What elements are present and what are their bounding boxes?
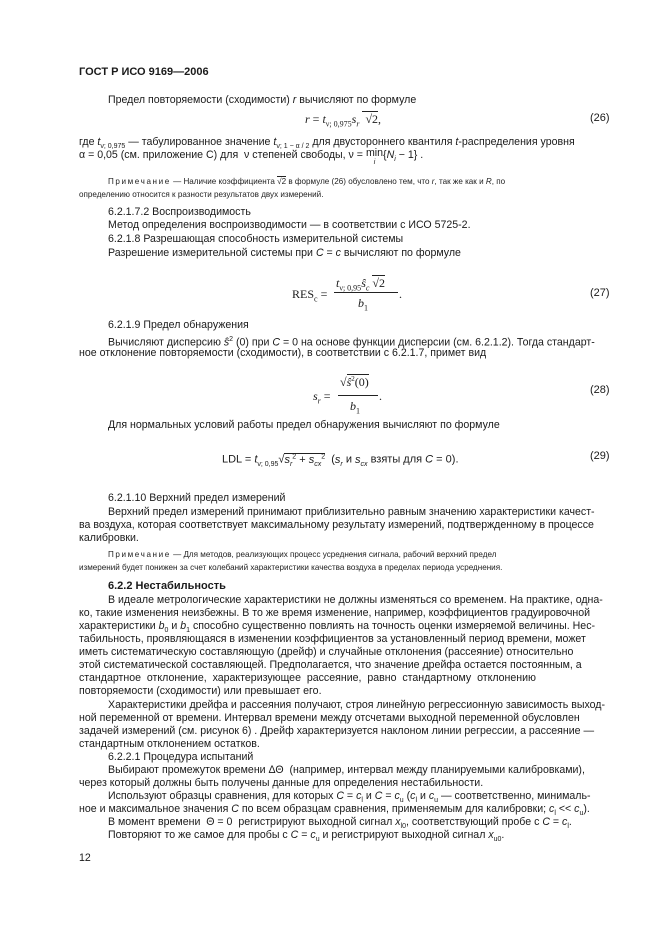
section-6-2-1-7-2-title: 6.2.1.7.2 Воспроизводимость [108,206,251,218]
section-6-2-2-1-title: 6.2.2.1 Процедура испытаний [108,751,254,763]
section-6-2-2-p1-l5: иметь систематическую составляющую (дрейф) и случайные отклонения (рассеяние) относительно [79,646,574,658]
equation-26-number: (26) [590,112,610,124]
where-clause-line1: где $t_{\nu; 0,975}$ — табулированное значение $t_{\nu; 1 - \alpha / 2}$ для двустороннего квантиля t-распределения уровня [79,136,575,151]
section-6-2-2-p1-l4: табильность, проявляющаяся в изменении коэффициентов за установленный период времени, может [79,633,586,645]
equation-27-fraction-bar [334,292,398,293]
section-6-2-2-p1-l7: стандартное отклонение, характеризующее рассеяние, равно стандартному отклонению [79,672,536,684]
equation-27-numerator: $t_{\nu; 0,95}ŝ_c$ √2 [336,276,386,293]
equation-29: LDL = $t_{\nu; 0,95}√s_r^2 + s_{cx}^2$ ($s_r$ и $s_{cx}$ взяты для C = 0). [222,453,459,468]
equation-27-number: (27) [590,287,610,299]
page-number: 12 [79,852,91,864]
equation-28-numerator: $√ŝ^2(0)$ [340,375,369,389]
section-6-2-2-1-p1-l2: через который должны быть получены данные для определения нестабильности. [79,777,484,789]
section-6-2-1-10-line1: Верхний предел измерений принимают приблизительно равным значению характеристики качест- [108,506,595,518]
section-6-2-2-p1-l6: этой систематической составляющей. Предполагается, что значение дрейфа остается постоянным, а [79,659,582,671]
note-1-line2: определению относится к разности результатов двух измерений. [79,190,324,199]
ldl-intro: Для нормальных условий работы предел обнаружения вычисляют по формуле [108,419,500,431]
equation-29-number: (29) [590,450,610,462]
note-2-line1: Примечание — Для методов, реализующих процесс усреднения сигнала, рабочий верхний предел [108,550,497,559]
equation-28-denominator: $b_1$ [350,399,360,416]
section-6-2-2-p2-l1: Характеристики дрейфа и рассеяния получают, строя линейную регрессионную зависимость выход- [108,699,606,711]
section-6-2-2-p1-l2: ко, такие изменения неизбежны. В то же время изменение, например, коэффициентов градуировочной [79,607,591,619]
note-2-line2: измерений будет понижен за счет колебаний характеристики качества воздуха в пределах периода усреднения. [79,563,503,572]
note-1-line1: Примечание — Наличие коэффициента √2 в формуле (26) обусловлено тем, что r, так же как и R, по [108,177,506,186]
section-6-2-2-p1-l1: В идеале метрологические характеристики не должны изменяться со временем. На практике, одна- [108,594,603,606]
section-6-2-1-9-line2: ное отклонение повторяемости (сходимости), в соответствии с 6.2.1.7, примет вид [79,347,487,359]
equation-28-number: (28) [590,384,610,396]
page-header: ГОСТ Р ИСО 9169—2006 [79,66,209,78]
section-6-2-1-7-2-text: Метод определения воспроизводимости — в соответствии с ИСО 5725-2. [108,219,471,231]
section-6-2-2-title: 6.2.2 Нестабильность [108,580,226,592]
section-6-2-2-1-p1-l1: Выбирают промежуток времени ΔΘ (например, интервал между планируемыми калибровками), [108,764,585,776]
section-6-2-1-10-line3: калибровки. [79,532,139,544]
where-clause-line2: α = 0,05 (см. приложение С) для ν степеней свободы, ν = min $i\{N_i - 1\}$ . [79,147,424,166]
section-6-2-2-1-p2-l1: Используют образцы сравнения, для которых $C = c_l$ и $C = c_u$ ($c_l$ и $c_u$ — соответственно, минималь- [108,790,591,805]
equation-27-period: . [399,287,402,301]
section-6-2-2-1-p4: Повторяют то же самое для пробы с $C = c_u$ и регистрируют выходной сигнал $x_{u0}$. [108,829,505,844]
section-6-2-1-10-title: 6.2.1.10 Верхний предел измерений [108,492,286,504]
section-6-2-2-p1-l8: повторяемости (сходимости) или превышает его. [79,685,322,697]
section-6-2-1-10-line2: ва воздуха, которая соответствует максимальному результату измерений, подтвержденному в процессе [79,519,594,531]
equation-27-lhs: $RES_c$ = [292,287,328,304]
repeatability-intro: Предел повторяемости (сходимости) r вычисляют по формуле [108,94,417,106]
section-6-2-2-1-p2-l2: ное и максимальное значения C по всем образцам сравнения, применяемым для калибровки; $c_l << c_u$). [79,803,590,818]
equation-27-denominator: $b_1$ [358,296,368,313]
section-6-2-2-1-p3: В момент времени Θ = 0 регистрируют выходной сигнал $x_{l0}$, соответствующий пробе с $C = c_l$. [108,816,572,831]
equation-28-lhs: $s_r$ = [313,389,331,406]
section-6-2-2-p2-l3: задачей измерений (см. рисунок 6) . Дрейф характеризуется наклоном линии регрессии, а рассеяние — [79,725,595,737]
section-6-2-2-p2-l2: ной переменной от времени. Интервал времени между отсчетами выходной переменной обусловлен [79,712,580,724]
section-6-2-2-p1-l3: характеристики $b_0$ и $b_1$ способно существенно повлиять на точность оценки измеряемой величины. Нес- [79,620,596,635]
equation-28-fraction-bar [338,395,378,396]
section-6-2-2-p2-l4: стандартным отклонением остатков. [79,738,260,750]
equation-26: $r = t_{\nu; 0,975}s_r$ √2, [305,112,382,129]
section-6-2-1-9-line1: Вычисляют дисперсию $ŝ^2$ (0) при C = 0 на основе функции дисперсии (см. 6.2.1.2). Тогда стандарт- [108,336,595,349]
section-6-2-1-9-title: 6.2.1.9 Предел обнаружения [108,319,249,331]
section-6-2-1-8-title: 6.2.1.8 Разрешающая способность измерительной системы [108,233,404,245]
equation-28-period: . [379,389,382,403]
section-6-2-1-8-text: Разрешение измерительной системы при C = c вычисляют по формуле [108,247,461,259]
